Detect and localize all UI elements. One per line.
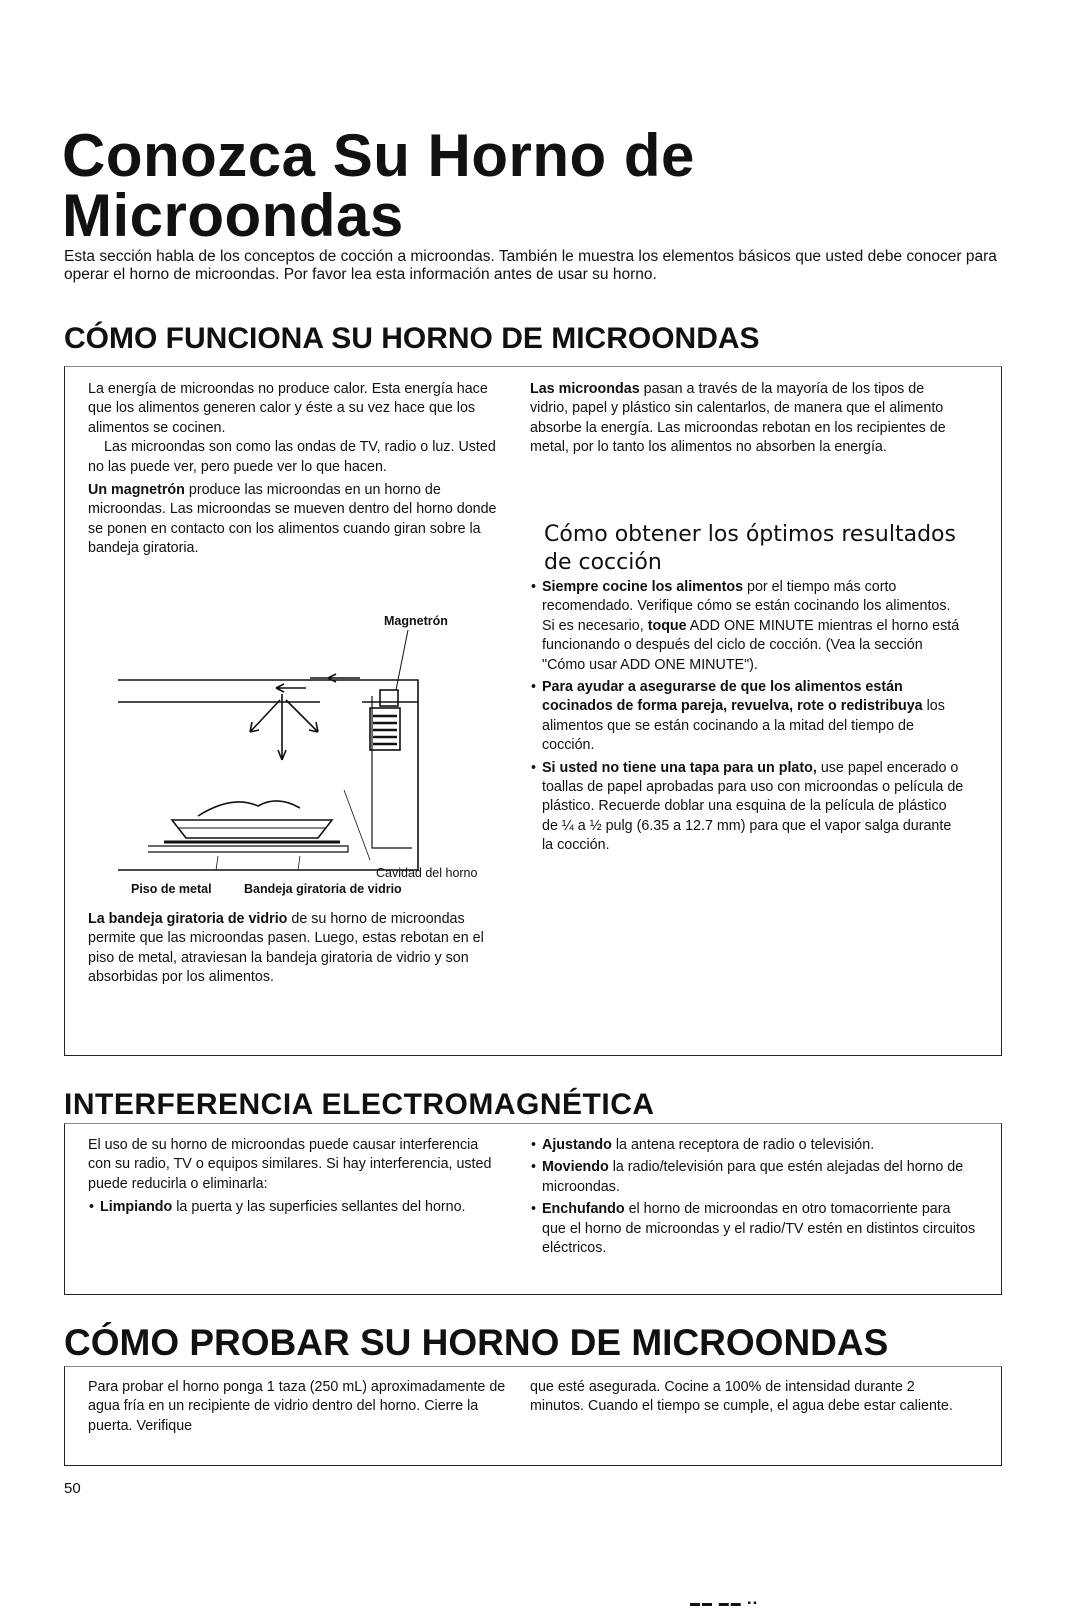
list-item: • Para ayudar a asegurarse de que los alimentos están cocinados de forma pareja, revuelva, rote o redistribuya los alimentos que se están cocinando a la mitad del tiempo de cocción. <box>530 678 966 756</box>
section-heading-interference: INTERFERENCIA ELECTROMAGNÉTICA <box>64 1088 655 1121</box>
microwave-arrow-icon <box>286 700 318 732</box>
interference-left-column: El uso de su horno de microondas puede causar interferencia con su radio, TV o equipos similares. Si hay interferencia, usted puede reducirla o eliminarla: • Limpiando la puerta y las superficies sellantes del horno. <box>88 1136 504 1221</box>
metal-floor <box>148 846 348 852</box>
list-item: • Enchufando el horno de microondas en otro tomacorriente para que el horno de microondas y el radio/TV estén en distintos circuitos eléctricos. <box>530 1200 976 1258</box>
list-item: • Siempre cocine los alimentos por el tiempo más corto recomendado. Verifique cómo se están cocinando los alimentos. Si es necesario, toque ADD ONE MINUTE mientras el horno está funcionando o después del ciclo de cocción. (Vea la sección "Cómo usar ADD ONE MINUTE"). <box>530 578 966 675</box>
how-it-works-left-column <box>88 380 512 559</box>
list-item: • Si usted no tiene una tapa para un plato, use papel encerado o toallas de papel aprobadas para uso con microondas o película de plástico. Recuerde doblar una esquina de la película de plástico de ¼ a ½ pulg (6.35 a 12.7 mm) para que el vapor salga durante la cocción. <box>530 759 966 856</box>
term-magnetron: Un magnetrón <box>88 482 185 499</box>
page-number: 50 <box>64 1480 81 1497</box>
list-item: • Moviendo la radio/televisión para que estén alejadas del horno de microondas. <box>530 1158 976 1197</box>
glass-turntable <box>172 820 332 838</box>
label-glass-turntable: Bandeja giratoria de vidrio <box>244 882 402 896</box>
best-results-list <box>530 578 966 859</box>
microwave-arrow-icon <box>250 700 280 732</box>
test-right-column: que esté asegurada. Cocine a 100% de intensidad durante 2 minutos. Cuando el tiempo se cumple, el agua debe estar caliente. <box>530 1379 953 1415</box>
paragraph-magnetron: Un magnetrón produce las microondas en un horno de microondas. Las microondas se mueven dentro del horno donde se ponen en contacto con los alimentos cuando giran sobre la bandeja giratoria. <box>88 482 497 557</box>
paragraph-microwaves: Las microondas pasan a través de la mayoría de los tipos de vidrio, papel y plástico sin calentarlos, de manera que el alimento absorbe la energía. Las microondas rebotan en los recipientes de metal, por lo tanto los alimentos no absorben la energía. <box>530 381 946 456</box>
list-item: • Ajustando la antena receptora de radio o televisión. <box>530 1136 976 1155</box>
interference-right-column <box>530 1136 976 1261</box>
label-metal-floor: Piso de metal <box>131 882 212 896</box>
label-oven-cavity: Cavidad del horno <box>376 866 478 880</box>
section-heading-test: CÓMO PROBAR SU HORNO DE MICROONDAS <box>64 1322 889 1363</box>
footer-mark: ▬▬ ▬▬ ▪▪ <box>690 1598 759 1609</box>
microwave-arrow-icon <box>276 684 306 692</box>
page-title: Conozca Su Horno de Microondas <box>62 122 695 249</box>
intro-paragraph: Esta sección habla de los conceptos de cocción a microondas. También le muestra los elementos básicos que usted debe conocer para operar el horno de microondas. Por favor lea esta información antes de usar su horno. <box>64 248 997 283</box>
section-heading-how-it-works: CÓMO FUNCIONA SU HORNO DE MICROONDAS <box>64 322 760 355</box>
paragraph-waves: Las microondas son como las ondas de TV, radio o luz. Usted no las puede ver, pero puede ver lo que hacen. <box>88 439 496 475</box>
subheading-best-results: Cómo obtener los óptimos resultados de cocción <box>544 522 956 575</box>
list-item: • Limpiando la puerta y las superficies sellantes del horno. <box>88 1198 504 1217</box>
test-left-column: Para probar el horno ponga 1 taza (250 mL) aproximadamente de agua fría en un recipiente de vidrio dentro del horno. Cierre la puerta. Verifique <box>88 1379 506 1434</box>
food-icon <box>198 801 300 816</box>
paragraph-energy: La energía de microondas no produce calor. Esta energía hace que los alimentos generen calor y éste a su vez hace que los alimentos se cocinen. <box>88 381 488 436</box>
how-it-works-right-column <box>530 380 966 458</box>
term-turntable: La bandeja giratoria de vidrio <box>88 911 288 927</box>
microwave-arrow-icon <box>278 694 286 760</box>
label-magnetron: Magnetrón <box>384 614 448 628</box>
turntable-paragraph: La bandeja giratoria de vidrio de su horno de microondas permite que las microondas pasen. Luego, estas rebotan en el piso de metal, atraviesan la bandeja giratoria de vidrio y son absorbidas por los alimentos. <box>88 911 484 986</box>
